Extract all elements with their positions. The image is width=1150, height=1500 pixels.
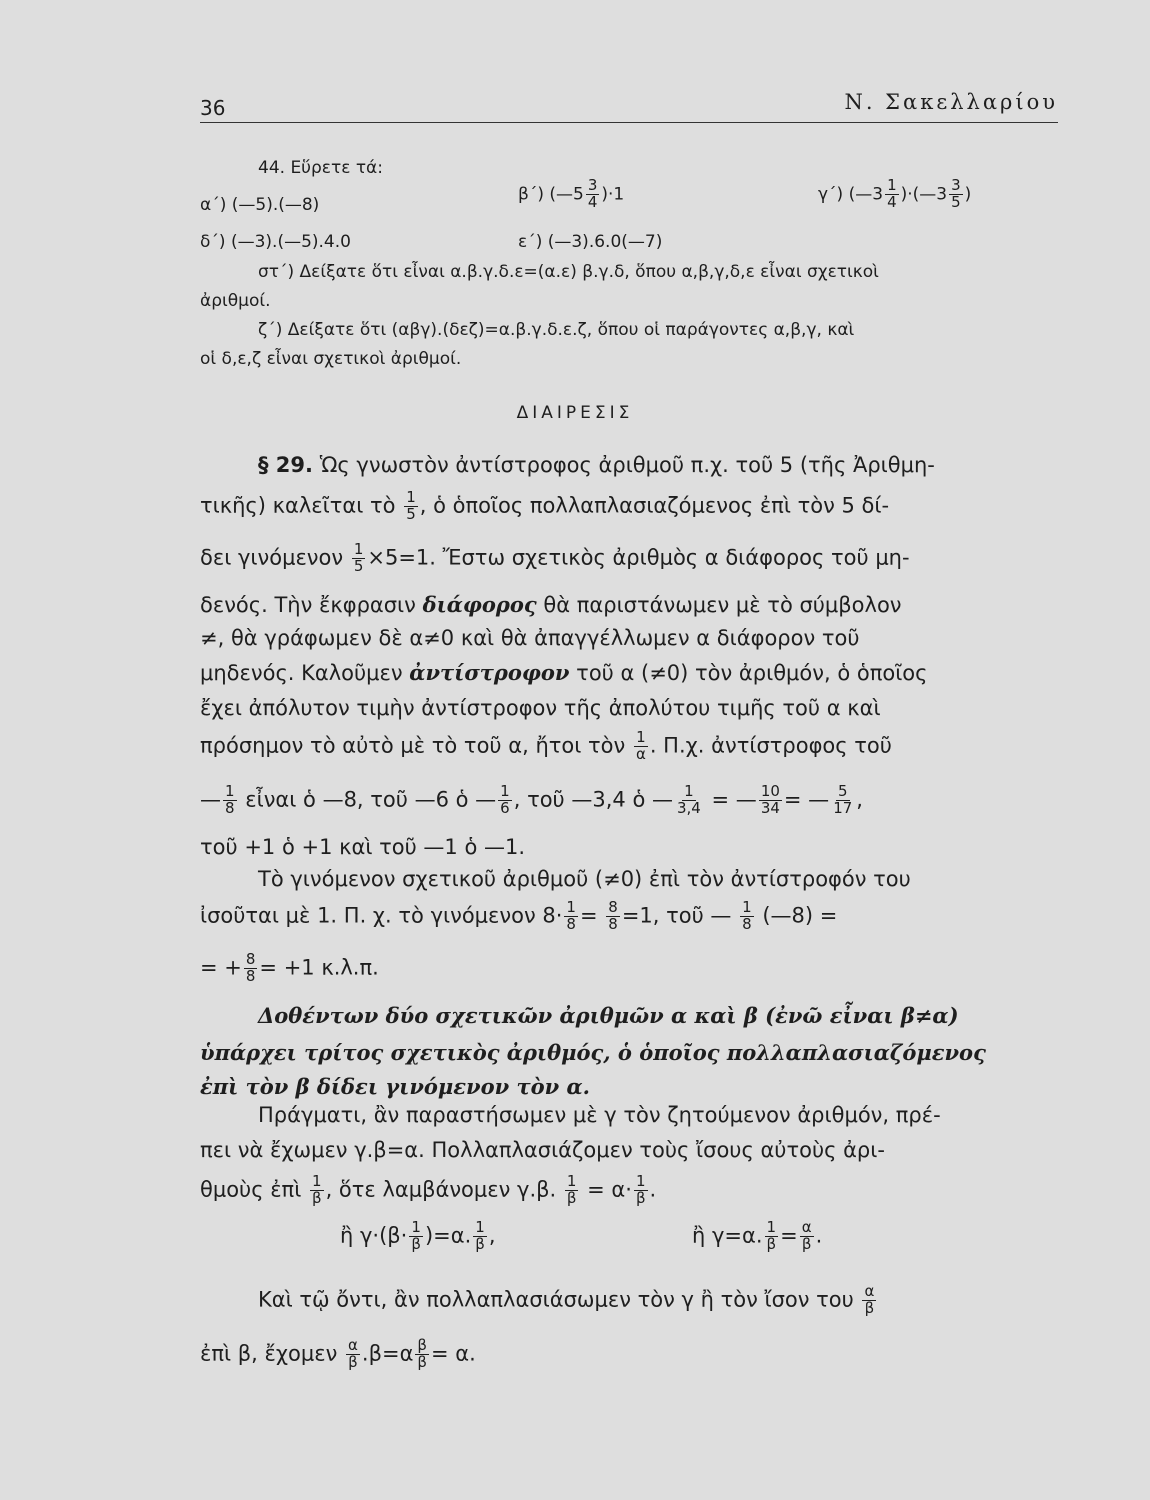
fraction: $\frac{1}{\beta}$ [635,1172,646,1207]
fraction: $\frac{3}{5}$ [951,176,961,211]
exercise-z-line2: οἱ δ,ε,ζ εἶναι σχετικοὶ ἀριθμοί. [200,349,462,369]
running-header-author: Ν. Σακελλαρίου [844,90,1058,114]
fraction: $\frac{1}{\beta}$ [475,1218,485,1253]
equation: ἢ γ·(β· $\frac{1}{\beta}$ )=α. $\frac{1}{\beta}$ , [340,1218,496,1253]
fraction: $\frac{1}{5}$ [353,540,364,575]
fraction: $\frac{\alpha}{\beta}$ [864,1282,875,1317]
para-line: δενός. Τὴν ἔκφρασιν διάφορος θὰ παριστάνωμεν μὲ τὸ σύμβολον [200,592,902,617]
para-line: — $\frac{1}{8}$ εἶναι ὁ —8, τοῦ —6 ὁ — $\frac{1}{6}$ , τοῦ —3,4 ὁ — $\frac{1}{3,4}$ = — $\frac{10}{34}$ = — $\frac{5}{17}$ , [200,782,863,817]
fraction: $\frac{8}{8}$ [608,898,618,933]
fraction: $\frac{1}{6}$ [500,782,510,817]
proof-line: ἐπὶ β, ἔχομεν $\frac{\alpha}{\beta}$ .β=α $\frac{\beta}{\beta}$ = α. [200,1336,476,1371]
proof-line: θμοὺς ἐπὶ $\frac{1}{\beta}$ , ὅτε λαμβάνομεν γ.β. $\frac{1}{\beta}$ = α· $\frac{1}{\beta}$ . [200,1172,657,1207]
fraction: $\frac{\alpha}{\beta}$ [348,1336,358,1371]
exercise-st-line1: στ΄) Δείξατε ὅτι εἶναι α.β.γ.δ.ε=(α.ε) β.γ.δ, ὅπου α,β,γ,δ,ε εἶναι σχετικοὶ [258,262,879,282]
section-title: ΔΙΑΙΡΕΣΙΣ [516,403,634,423]
para-line: ἔχει ἀπόλυτον τιμὴν ἀντίστροφον τῆς ἀπολύτου τιμῆς τοῦ α καὶ [200,696,881,720]
exercise-c: γ΄) (—3 $\frac{1}{4}$ )·(—3 $\frac{3}{5}$ ) [818,176,972,211]
proof-line: Καὶ τῷ ὄντι, ἂν πολλαπλασιάσωμεν τὸν γ ἢ τὸν ἴσον του $\frac{\alpha}{\beta}$ [258,1282,875,1317]
exercise-b: β΄) (—5 $\frac{3}{4}$ )·1 [518,176,625,211]
para-line: τοῦ +1 ὁ +1 καὶ τοῦ —1 ὁ —1. [200,835,526,859]
exercise-d: δ΄) (—3).(—5).4.0 [200,232,351,252]
fraction: $\frac{1}{8}$ [566,898,576,933]
fraction: $\frac{1}{5}$ [406,488,416,523]
para-line: μηδενός. Καλοῦμεν ἀντίστροφον τοῦ α (≠0) τὸν ἀριθμόν, ὁ ὁποῖος [200,660,928,685]
theorem-line: ὑπάρχει τρίτος σχετικὸς ἀριθμός, ὁ ὁποῖος πολλαπλασιαζόμενος [200,1040,986,1065]
para-line: Τὸ γινόμενον σχετικοῦ ἀριθμοῦ (≠0) ἐπὶ τὸν ἀντίστροφόν του [258,867,911,891]
para-line: τικῆς) καλεῖται τὸ $\frac{1}{5}$ , ὁ ὁποῖος πολλαπλασιαζόμενος ἐπὶ τὸν 5 δί- [200,488,890,523]
fraction: $\frac{1}{8}$ [742,898,752,933]
fraction: $\frac{1}{\alpha}$ [635,728,646,763]
paragraph-number: § 29. [258,453,314,477]
exercise-title: 44. Εὕρετε τά: [258,158,383,178]
fraction: $\frac{1}{\beta}$ [411,1218,421,1253]
para-line: ≠, θὰ γράφωμεν δὲ α≠0 καὶ θὰ ἀπαγγέλλωμεν α διάφορον τοῦ [200,626,860,650]
theorem-line: Δοθέντων δύο σχετικῶν ἀριθμῶν α καὶ β (ἐνῶ εἶναι β≠α) [258,1003,959,1028]
page-number: 36 [200,96,226,120]
proof-line: Πράγματι, ἂν παραστήσωμεν μὲ γ τὸν ζητούμενον ἀριθμόν, πρέ- [258,1103,941,1127]
para-line: πρόσημον τὸ αὐτὸ μὲ τὸ τοῦ α, ἤτοι τὸν $\frac{1}{\alpha}$ . Π.χ. ἀντίστροφος τοῦ [200,728,892,763]
fraction: $\frac{3}{4}$ [587,176,598,211]
fraction: $\frac{1}{4}$ [887,176,897,211]
fraction: $\frac{1}{3,4}$ [676,782,701,817]
exercise-e: ε΄) (—3).6.0(—7) [518,232,663,252]
equation: ἢ γ=α. $\frac{1}{\beta}$ = $\frac{\alpha}{\beta}$ . [692,1218,823,1253]
exercise-a: α΄) (—5).(—8) [200,195,320,215]
fraction: $\frac{5}{17}$ [833,782,853,817]
para-line: δει γινόμενον $\frac{1}{5}$ ×5=1. Ἔστω σχετικὸς ἀριθμὸς α διάφορος τοῦ μη- [200,540,910,575]
exercise-st-line2: ἀριθμοί. [200,291,271,311]
fraction: $\frac{1}{\beta}$ [566,1172,577,1207]
fraction: $\frac{1}{\beta}$ [312,1172,322,1207]
para-line: ἰσοῦται μὲ 1. Π. χ. τὸ γινόμενον 8· $\frac{1}{8}$ = $\frac{8}{8}$ =1, τοῦ — $\frac{1}{8}$ (—8) = [200,898,838,933]
fraction: $\frac{\alpha}{\beta}$ [801,1218,812,1253]
fraction: $\frac{8}{8}$ [245,950,256,985]
header-rule [200,122,1058,123]
fraction: $\frac{10}{34}$ [760,782,780,817]
para-line: § 29. Ὡς γνωστὸν ἀντίστροφος ἀριθμοῦ π.χ. τοῦ 5 (τῆς Ἀριθμη- [258,453,935,477]
fraction: $\frac{1}{8}$ [225,782,235,817]
para-line: = + $\frac{8}{8}$ = +1 κ.λ.π. [200,950,379,985]
fraction: $\frac{1}{\beta}$ [766,1218,777,1253]
exercise-z-line1: ζ΄) Δείξατε ὅτι (αβγ).(δεζ)=α.β.γ.δ.ε.ζ, ὅπου οἱ παράγοντες α,β,γ, καὶ [258,320,855,340]
fraction: $\frac{\beta}{\beta}$ [417,1336,427,1371]
proof-line: πει νὰ ἔχωμεν γ.β=α. Πολλαπλασιάζομεν τοὺς ἴσους αὐτοὺς ἀρι- [200,1138,885,1162]
theorem-line: ἐπὶ τὸν β δίδει γινόμενον τὸν α. [200,1074,590,1099]
